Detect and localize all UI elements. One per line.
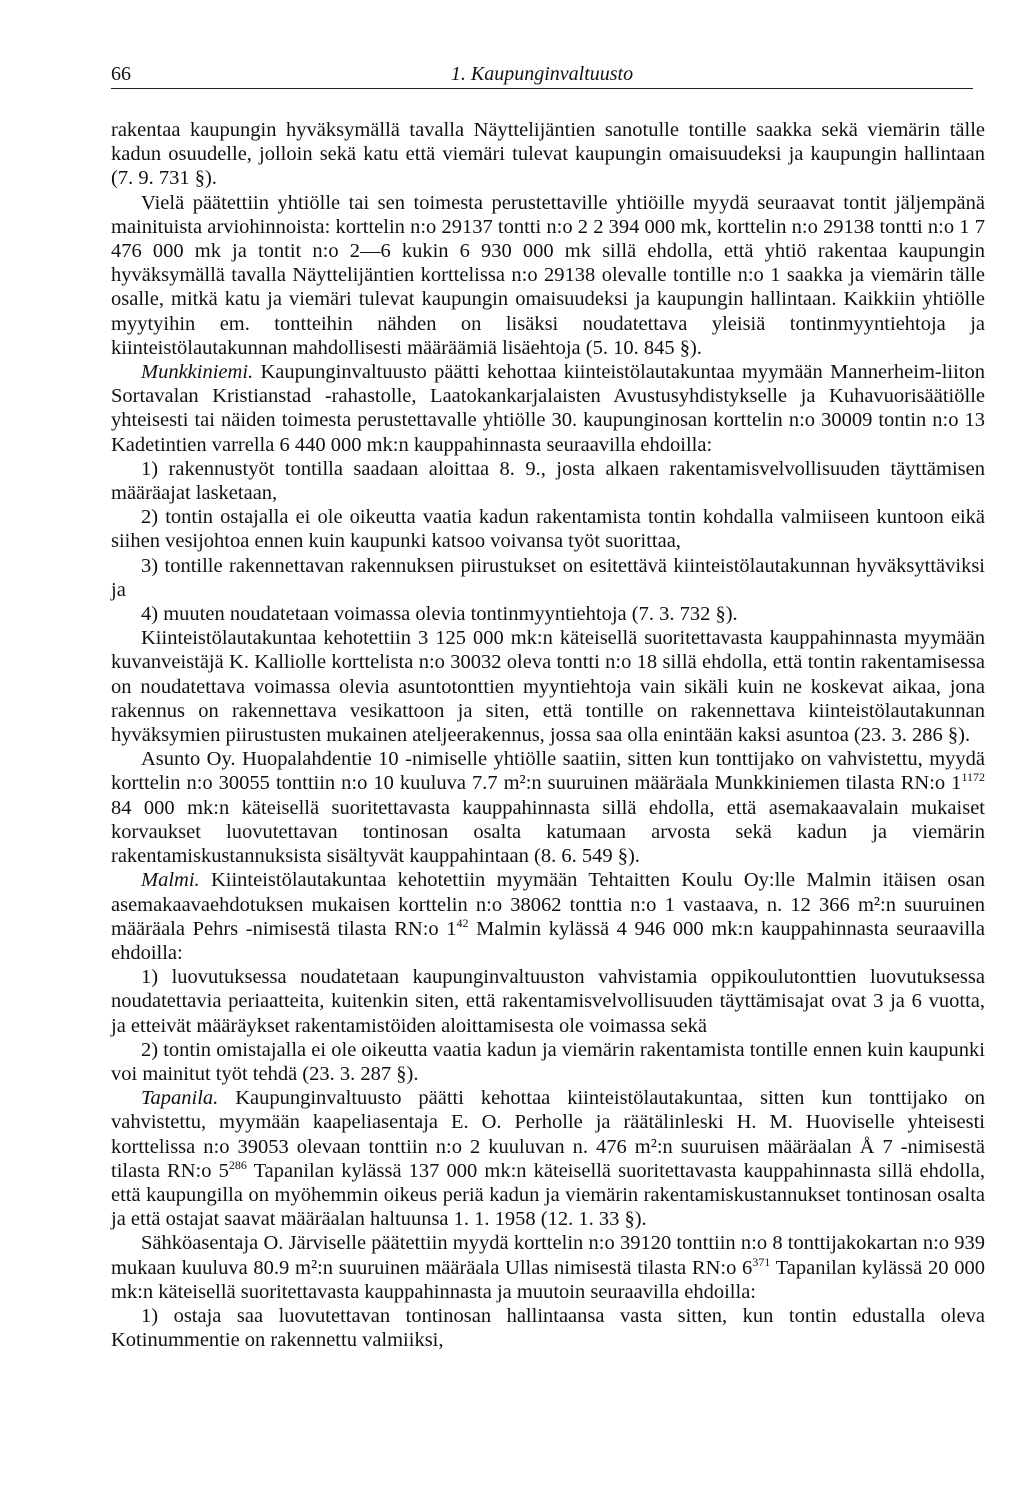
paragraph-text: 2) tontin omistajalla ei ole oikeutta vaatia kadun ja viemärin rakentamista tontille ennen kuin kaupunki voi mainitut työt tehdä (23. 3. 287 §). (111, 1038, 985, 1085)
paragraph-text-continued: 84 000 mk:n käteisellä suoritettavasta kauppahinnasta sillä ehdolla, että asemakaavalain mukaiset korvaukset luovutettavan tontinosan osalta katumaan arvosta sekä kadun ja viemärin rakentamiskustannuksista sisältyvät kauppahintaan (8. 6. 549 §). (111, 796, 985, 868)
paragraph (111, 626, 985, 747)
paragraph-lead: Tapanila. (141, 1087, 219, 1110)
paragraph-text: Asunto Oy. Huopalahdentie 10 -nimiselle yhtiölle saatiin, sitten kun tonttijako on vahvistettu, myydä korttelin n:o 30055 tonttiin n:o 10 kuuluva 7.7 m²:n suuruinen määräala Munkkiniemen tilasta RN:o 1 (111, 748, 985, 795)
paragraph-text: 1) luovutuksessa noudatetaan kaupunginvaltuuston vahvistamia oppikoulutonttien luovutuksessa noudatettavia periaatteita, kuitenkin siten, että rakentamisvelvollisuuden täyttämisajat ovat 3 ja 6 vuotta, ja etteivät määräykset rakentamistöiden aloittamisesta ole voimassa sekä (111, 966, 985, 1037)
paragraph-text: Vielä päätettiin yhtiölle tai sen toimesta perustettaville yhtiöille myydä seuraavat tontit jäljempänä mainituista arviohinnoista: korttelin n:o 29137 tontti n:o 2 2 394 000 mk, korttelin n:o 29138 tontti n:o 1 7 476 000 mk ja tontit n:o 2—6 kukin 6 930 000 mk sillä ehdolla, että yhtiö rakentaa kaupungin hyväksymällä tavalla Näyttelijäntien korttelissa n:o 29138 olevalle tontille n:o 1 saakka ja viemärin tälle osalle, mitkä katu ja viemäri tulevat kaupungin omaisuudeksi ja kaupungin hallintaan. Kaikkiin yhtiölle myytyihin em. tontteihin nähden on lisäksi noudatettava yleisiä tontinmyyntiehtoja ja kiinteistölautakunnan mahdollisesti määräämiä lisäehtoja (5. 10. 845 §). (111, 191, 985, 359)
paragraph (111, 1231, 985, 1304)
paragraph-lead: Munkkiniemi. (141, 361, 254, 384)
paragraph (111, 1304, 985, 1352)
paragraph-text: 2) tontin ostajalla ei ole oikeutta vaatia kadun rakentamista tontin kohdalla valmiiseen kuntoon eikä siihen vesijohtoa ennen kuin kaupunki katsoo voivansa työt suorittaa, (111, 506, 985, 553)
paragraph-text: rakentaa kaupungin hyväksymällä tavalla Näyttelijäntien sanotulle tontille saakka sekä viemärin tälle kadun osuudelle, jolloin sekä katu että viemäri tulevat kaupungin omaisuudeksi ja kaupungin hallintaan (7. 9. 731 §). (111, 119, 985, 190)
paragraph-text-continued: Tapanilan kylässä 137 000 mk:n käteisellä suoritettavasta kauppahinnasta sillä ehdolla, että kaupungilla on myöhemmin oikeus periä kadun ja viemärin rakentamiskustannukset tontinosan osalta ja että ostajat saavat määräalan haltuunsa 1. 1. 1958 (12. 1. 33 §). (111, 1159, 985, 1231)
superscript: 1172 (961, 770, 985, 785)
paragraph-text: 4) muuten noudatetaan voimassa olevia tontinmyyntiehtoja (7. 3. 732 §). (141, 603, 738, 626)
paragraph (111, 360, 985, 457)
paragraph-text-continued: Malmin kylässä 4 946 000 mk:n kauppahinnasta seuraavilla ehdoilla: (111, 917, 985, 964)
paragraph-text: Kiinteistölautakuntaa kehotettiin myymään Tehtaitten Koulu Oy:lle Malmin itäisen osan asemakaavaehdotuksen mukaisen korttelin n:o 38062 tonttia n:o 1 vastaava, n. 12 366 m²:n suuruinen määräala Pehrs -nimisestä tilasta RN:o 1 (111, 869, 985, 940)
superscript: 42 (456, 915, 469, 930)
superscript: 371 (752, 1254, 771, 1269)
paragraph (111, 1038, 985, 1086)
superscript: 286 (228, 1157, 247, 1172)
page-header (111, 62, 973, 86)
paragraph-text: 1) ostaja saa luovutettavan tontinosan hallintaansa vasta sitten, kun tontin edustalla oleva Kotinummentie on rakennettu valmiiksi, (111, 1304, 985, 1352)
running-head: 1. Kaupunginvaltuusto (450, 63, 634, 85)
paragraph (111, 457, 985, 505)
paragraph-lead: Malmi. (141, 869, 200, 892)
paragraph (111, 868, 985, 965)
page-number: 66 (111, 63, 131, 85)
paragraph (111, 505, 985, 553)
paragraph (111, 1086, 985, 1231)
paragraph (111, 602, 985, 626)
paragraph (111, 965, 985, 1038)
paragraph (111, 191, 985, 360)
paragraph-text: 1) rakennustyöt tontilla saadaan aloittaa 8. 9., josta alkaen rakentamisvelvollisuuden täyttämisen määräajat lasketaan, (111, 457, 985, 505)
paragraph (111, 747, 985, 868)
paragraph-text-continued: Tapanilan kylässä 20 000 mk:n käteisellä suoritettavasta kauppahinnasta ja muutoin seuraavilla ehdoilla: (111, 1256, 985, 1303)
paragraph-text: Kiinteistölautakuntaa kehotettiin 3 125 000 mk:n käteisellä suoritettavasta kauppahinnasta myymään kuvanveistäjä K. Kalliolle korttelista n:o 30032 oleva tontti n:o 18 sillä ehdolla, että tontin rakentamisessa on noudatettava voimassa olevia asuntotonttien myyntiehtoja vain sikäli kuin ne koskevat aikaa, jona rakennus on rakennettava vesikattoon ja siten, että tontille on rakennettava kiinteistölautakunnan hyväksymien piirustusten mukainen ateljeerakennus, jossa saa olla enintään kaksi asuntoa (23. 3. 286 §). (111, 627, 985, 747)
header-rule (111, 88, 973, 89)
paragraph (111, 554, 985, 602)
paragraph-text: Kaupunginvaltuusto päätti kehottaa kiinteistölautakuntaa, sitten kun tonttijako on vahvistettu, myymään kaapeliasentaja E. O. Perholle ja räätälinleski H. M. Huoviselle yhteisesti korttelissa n:o 39053 olevaan tonttiin n:o 2 kuuluvan n. 476 m²:n suuruisen määräalan Å 7 -nimisestä tilasta RN:o 5 (111, 1087, 985, 1182)
paragraph-text: Sähköasentaja O. Järviselle päätettiin myydä korttelin n:o 39120 tonttiin n:o 8 tonttijakokartan n:o 939 mukaan kuuluva 80.9 m²:n suuruinen määräala Ullas nimisestä tilasta RN:o 6 (111, 1232, 985, 1279)
paragraph-text: Kaupunginvaltuusto päätti kehottaa kiinteistölautakuntaa myymään Mannerheim-liiton Sortavalan Kristianstad -rahastolle, Laatokankarjalaisten Avustusyhdistykselle ja Kuhavuorisäätiölle yhteisesti tai näiden toimesta perustettavalle yhtiölle 30. kaupunginosan korttelin n:o 30009 tontin n:o 13 Kadetintien varrella 6 440 000 mk:n kauppahinnasta seuraavilla ehdoilla: (111, 361, 985, 456)
paragraph-text: 3) tontille rakennettavan rakennuksen piirustukset on esitettävä kiinteistölautakunnan hyväksyttäviksi ja (111, 554, 985, 601)
paragraph (111, 118, 985, 191)
body-text (111, 118, 985, 1352)
